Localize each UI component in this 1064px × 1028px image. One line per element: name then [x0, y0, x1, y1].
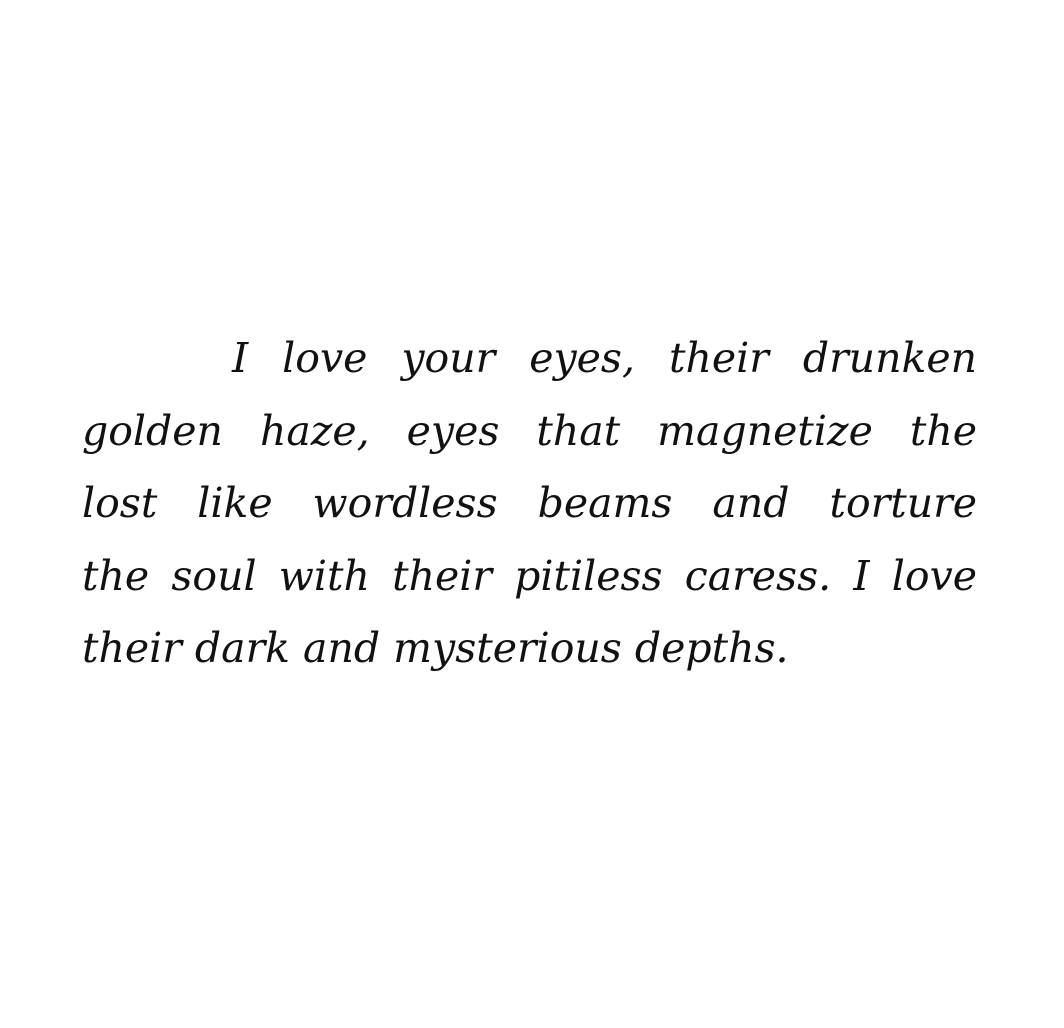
quote-line-4: the soul with their pitiless caress. I love	[82, 551, 977, 600]
quote-text	[82, 322, 977, 685]
quote-line-2: golden haze, eyes that magnetize the	[82, 406, 977, 455]
quote-line-3: lost like wordless beams and torture	[82, 479, 977, 527]
quote-line-5: their dark and mysterious depths.	[82, 624, 789, 672]
quote-line-1: I love your eyes, their drunken	[232, 334, 977, 382]
